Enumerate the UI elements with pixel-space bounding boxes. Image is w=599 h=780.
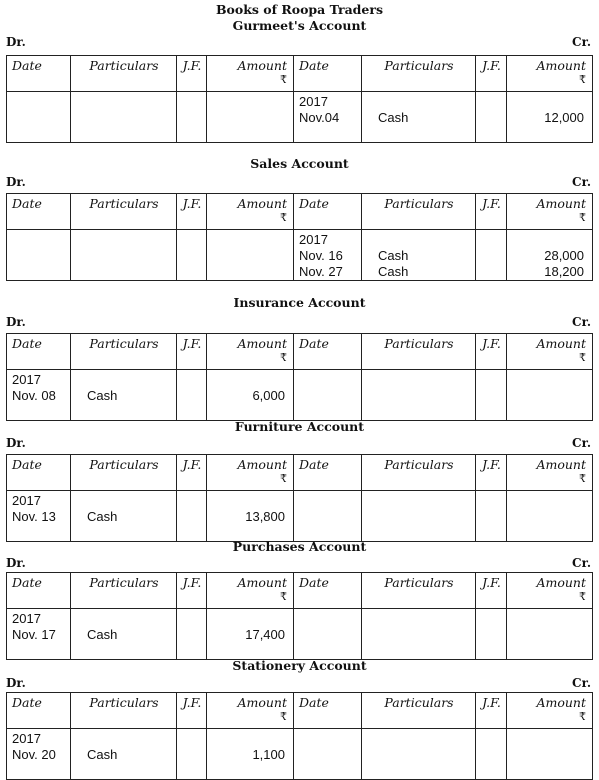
credit-particulars-cell bbox=[362, 370, 476, 421]
rupee-symbol: ₹ bbox=[579, 710, 586, 723]
debit-particulars-cell-content bbox=[71, 491, 176, 525]
credit-jf-header bbox=[476, 455, 507, 491]
header-row bbox=[7, 334, 593, 370]
debit-amount-cell-content bbox=[207, 491, 293, 525]
entry-amounts: 12,000 bbox=[544, 110, 584, 125]
debit-amount-header bbox=[207, 455, 294, 491]
debit-particulars-header-label: Particulars bbox=[89, 196, 159, 211]
credit-particulars-header-label: Particulars bbox=[384, 695, 454, 710]
entry-dates: Nov. 27 bbox=[299, 264, 343, 279]
credit-amount-header bbox=[507, 194, 593, 230]
debit-amount-cell bbox=[207, 729, 294, 780]
debit-particulars-header bbox=[71, 573, 177, 609]
credit-particulars-header bbox=[362, 455, 476, 491]
credit-particulars-cell bbox=[362, 729, 476, 780]
entry-dates: Nov.04 bbox=[299, 110, 340, 125]
entry-dates: Nov. 08 bbox=[12, 388, 56, 403]
credit-date-cell bbox=[294, 230, 362, 281]
credit-jf-cell bbox=[476, 92, 507, 143]
rupee-symbol: ₹ bbox=[280, 590, 287, 603]
debit-particulars-cell-content bbox=[71, 370, 176, 404]
debit-amount-cell bbox=[207, 609, 294, 660]
entry-particulars: Cash bbox=[87, 388, 118, 403]
credit-particulars-header-label: Particulars bbox=[384, 336, 454, 351]
rupee-symbol: ₹ bbox=[579, 590, 586, 603]
entry-year: 2017 bbox=[299, 232, 328, 247]
credit-particulars-cell-content bbox=[362, 370, 475, 372]
account-title: Furniture Account bbox=[234, 419, 365, 434]
debit-jf-cell bbox=[177, 729, 207, 780]
credit-jf-cell bbox=[476, 729, 507, 780]
rupee-symbol: ₹ bbox=[280, 211, 287, 224]
credit-particulars-header bbox=[362, 56, 476, 92]
credit-date-header-label: Date bbox=[299, 575, 329, 590]
credit-amount-cell-content bbox=[507, 370, 592, 372]
debit-amount-cell-content bbox=[207, 92, 293, 94]
ledger-table-purchases-account bbox=[6, 572, 593, 660]
entry-row bbox=[7, 230, 593, 281]
credit-jf-header-label: J.F. bbox=[482, 695, 501, 710]
debit-particulars-cell bbox=[71, 92, 177, 143]
credit-amount-header bbox=[507, 56, 593, 92]
debit-particulars-header bbox=[71, 194, 177, 230]
debit-jf-header-label: J.F. bbox=[182, 196, 202, 211]
credit-amount-cell bbox=[507, 370, 593, 421]
credit-amount-cell-content bbox=[507, 609, 592, 611]
entry-amounts: 1,100 bbox=[252, 747, 285, 762]
credit-particulars-cell bbox=[362, 92, 476, 143]
dr-label: Dr. bbox=[6, 315, 26, 329]
entry-particulars: Cash bbox=[378, 264, 409, 279]
credit-particulars-header-label: Particulars bbox=[384, 196, 454, 211]
account-title: Sales Account bbox=[250, 156, 349, 171]
rupee-symbol: ₹ bbox=[579, 73, 586, 86]
credit-particulars-cell-content bbox=[362, 609, 475, 611]
debit-amount-header bbox=[207, 194, 294, 230]
credit-particulars-header bbox=[362, 334, 476, 370]
entry-row bbox=[7, 370, 593, 421]
entry-year: 2017 bbox=[12, 731, 41, 746]
debit-particulars-cell-content bbox=[71, 729, 176, 763]
credit-particulars-cell bbox=[362, 609, 476, 660]
debit-date-header bbox=[7, 455, 71, 491]
credit-amount-cell bbox=[507, 729, 593, 780]
debit-particulars-cell bbox=[71, 729, 177, 780]
cr-label: Cr. bbox=[572, 676, 591, 690]
cr-label: Cr. bbox=[572, 315, 591, 329]
debit-particulars-header bbox=[71, 334, 177, 370]
debit-date-header-label: Date bbox=[12, 58, 42, 73]
account-title: Insurance Account bbox=[233, 295, 366, 310]
debit-jf-header bbox=[177, 334, 207, 370]
dr-label: Dr. bbox=[6, 175, 26, 189]
debit-particulars-header bbox=[71, 56, 177, 92]
credit-amount-header-label: Amount bbox=[536, 336, 586, 351]
debit-amount-cell bbox=[207, 370, 294, 421]
entry-amounts: 17,400 bbox=[245, 627, 285, 642]
debit-particulars-header-label: Particulars bbox=[89, 695, 159, 710]
dr-cr-row bbox=[6, 676, 591, 690]
credit-jf-header bbox=[476, 693, 507, 729]
debit-amount-cell-content bbox=[207, 609, 293, 643]
debit-amount-header-label: Amount bbox=[237, 336, 287, 351]
debit-particulars-cell-content bbox=[71, 609, 176, 643]
account-title: Stationery Account bbox=[232, 658, 367, 673]
cr-label: Cr. bbox=[572, 436, 591, 450]
dr-cr-row bbox=[6, 436, 591, 450]
credit-date-header-label: Date bbox=[299, 196, 329, 211]
entry-year: 2017 bbox=[12, 493, 41, 508]
debit-particulars-header-label: Particulars bbox=[89, 58, 159, 73]
credit-amount-cell-content bbox=[507, 92, 592, 126]
debit-amount-header bbox=[207, 573, 294, 609]
debit-amount-cell bbox=[207, 230, 294, 281]
ledger-table-sales-account bbox=[6, 193, 593, 281]
debit-date-cell-content bbox=[7, 609, 70, 643]
dr-cr-row bbox=[6, 175, 591, 189]
credit-date-cell bbox=[294, 609, 362, 660]
debit-date-cell bbox=[7, 230, 71, 281]
credit-jf-header-label: J.F. bbox=[482, 575, 501, 590]
credit-date-cell-content bbox=[294, 729, 361, 731]
debit-date-cell bbox=[7, 370, 71, 421]
rupee-symbol: ₹ bbox=[579, 211, 586, 224]
credit-date-cell-content bbox=[294, 230, 361, 280]
debit-amount-header bbox=[207, 693, 294, 729]
credit-amount-header-label: Amount bbox=[536, 457, 586, 472]
credit-particulars-cell-content bbox=[362, 729, 475, 731]
rupee-symbol: ₹ bbox=[579, 351, 586, 364]
debit-particulars-cell bbox=[71, 230, 177, 281]
entry-row bbox=[7, 609, 593, 660]
debit-particulars-header bbox=[71, 693, 177, 729]
credit-jf-header bbox=[476, 334, 507, 370]
header-row bbox=[7, 56, 593, 92]
credit-amount-header bbox=[507, 573, 593, 609]
credit-particulars-cell-content bbox=[362, 92, 475, 126]
debit-jf-cell bbox=[177, 230, 207, 281]
debit-date-header-label: Date bbox=[12, 695, 42, 710]
cr-label: Cr. bbox=[572, 556, 591, 570]
entry-dates: Nov. 16 bbox=[299, 248, 343, 263]
dr-label: Dr. bbox=[6, 436, 26, 450]
header-row bbox=[7, 455, 593, 491]
ledger-table-insurance-account bbox=[6, 333, 593, 421]
debit-amount-header-label: Amount bbox=[237, 196, 287, 211]
entry-dates: Nov. 13 bbox=[12, 509, 56, 524]
debit-date-header bbox=[7, 194, 71, 230]
entry-particulars: Cash bbox=[87, 627, 118, 642]
credit-jf-header-label: J.F. bbox=[482, 58, 501, 73]
entry-dates: Nov. 20 bbox=[12, 747, 56, 762]
credit-amount-header bbox=[507, 455, 593, 491]
account-title: Gurmeet's Account bbox=[232, 18, 367, 33]
ledger-table-stationery-account bbox=[6, 692, 593, 780]
credit-particulars-cell bbox=[362, 230, 476, 281]
debit-jf-cell bbox=[177, 370, 207, 421]
entry-amounts: 28,000 bbox=[544, 248, 584, 263]
credit-date-header bbox=[294, 455, 362, 491]
dr-label: Dr. bbox=[6, 556, 26, 570]
debit-jf-header-label: J.F. bbox=[182, 336, 202, 351]
credit-jf-cell bbox=[476, 230, 507, 281]
debit-date-cell bbox=[7, 92, 71, 143]
entry-dates: Nov. 17 bbox=[12, 627, 56, 642]
credit-date-header-label: Date bbox=[299, 695, 329, 710]
credit-date-header bbox=[294, 334, 362, 370]
debit-particulars-header-label: Particulars bbox=[89, 336, 159, 351]
debit-amount-cell-content bbox=[207, 230, 293, 232]
account-title: Purchases Account bbox=[232, 539, 367, 554]
debit-date-header bbox=[7, 334, 71, 370]
debit-date-header-label: Date bbox=[12, 457, 42, 472]
debit-date-cell bbox=[7, 609, 71, 660]
header-row bbox=[7, 573, 593, 609]
debit-amount-cell-content bbox=[207, 370, 293, 404]
credit-amount-cell bbox=[507, 609, 593, 660]
debit-jf-cell bbox=[177, 609, 207, 660]
ledger-table-gurmeet-s-account bbox=[6, 55, 593, 143]
debit-jf-header bbox=[177, 56, 207, 92]
entry-year: 2017 bbox=[12, 372, 41, 387]
rupee-symbol: ₹ bbox=[280, 351, 287, 364]
credit-amount-cell bbox=[507, 92, 593, 143]
debit-amount-cell bbox=[207, 491, 294, 542]
credit-amount-header-label: Amount bbox=[536, 695, 586, 710]
cr-label: Cr. bbox=[572, 175, 591, 189]
header-row bbox=[7, 194, 593, 230]
credit-amount-header-label: Amount bbox=[536, 58, 586, 73]
debit-date-header-label: Date bbox=[12, 196, 42, 211]
entry-amounts: 13,800 bbox=[245, 509, 285, 524]
credit-jf-header bbox=[476, 194, 507, 230]
dr-cr-row bbox=[6, 35, 591, 49]
entry-year: 2017 bbox=[12, 611, 41, 626]
debit-date-header-label: Date bbox=[12, 336, 42, 351]
dr-label: Dr. bbox=[6, 676, 26, 690]
dr-cr-row bbox=[6, 556, 591, 570]
credit-jf-cell bbox=[476, 491, 507, 542]
credit-date-header bbox=[294, 693, 362, 729]
debit-jf-header-label: J.F. bbox=[182, 457, 202, 472]
credit-date-header bbox=[294, 56, 362, 92]
credit-amount-cell bbox=[507, 491, 593, 542]
debit-date-cell-content bbox=[7, 230, 70, 232]
credit-date-cell bbox=[294, 729, 362, 780]
rupee-symbol: ₹ bbox=[280, 73, 287, 86]
credit-date-cell-content bbox=[294, 370, 361, 372]
credit-jf-cell bbox=[476, 609, 507, 660]
debit-particulars-header bbox=[71, 455, 177, 491]
debit-particulars-cell bbox=[71, 491, 177, 542]
credit-particulars-header bbox=[362, 693, 476, 729]
debit-amount-header-label: Amount bbox=[237, 457, 287, 472]
credit-amount-cell-content bbox=[507, 729, 592, 731]
credit-date-cell bbox=[294, 491, 362, 542]
debit-date-header bbox=[7, 693, 71, 729]
debit-particulars-cell bbox=[71, 370, 177, 421]
credit-amount-cell bbox=[507, 230, 593, 281]
rupee-symbol: ₹ bbox=[280, 710, 287, 723]
debit-amount-cell bbox=[207, 92, 294, 143]
credit-date-cell bbox=[294, 92, 362, 143]
entry-year: 2017 bbox=[299, 94, 328, 109]
header-row bbox=[7, 693, 593, 729]
credit-particulars-cell bbox=[362, 491, 476, 542]
debit-jf-header bbox=[177, 573, 207, 609]
entry-amounts: 6,000 bbox=[252, 388, 285, 403]
credit-date-header bbox=[294, 194, 362, 230]
debit-date-cell-content bbox=[7, 370, 70, 404]
entry-particulars: Cash bbox=[87, 509, 118, 524]
credit-jf-header bbox=[476, 56, 507, 92]
debit-amount-header bbox=[207, 334, 294, 370]
cr-label: Cr. bbox=[572, 35, 591, 49]
credit-amount-cell-content bbox=[507, 230, 592, 280]
debit-date-header-label: Date bbox=[12, 575, 42, 590]
debit-jf-header bbox=[177, 194, 207, 230]
credit-amount-header bbox=[507, 693, 593, 729]
debit-jf-header bbox=[177, 455, 207, 491]
credit-date-header bbox=[294, 573, 362, 609]
debit-date-cell-content bbox=[7, 491, 70, 525]
debit-date-cell bbox=[7, 491, 71, 542]
debit-jf-header-label: J.F. bbox=[182, 695, 202, 710]
credit-date-cell-content bbox=[294, 491, 361, 493]
debit-jf-header-label: J.F. bbox=[182, 58, 202, 73]
credit-jf-cell bbox=[476, 370, 507, 421]
entry-amounts: 18,200 bbox=[544, 264, 584, 279]
debit-particulars-cell bbox=[71, 609, 177, 660]
dr-label: Dr. bbox=[6, 35, 26, 49]
debit-particulars-cell-content bbox=[71, 230, 176, 232]
entry-row bbox=[7, 729, 593, 780]
credit-amount-header-label: Amount bbox=[536, 575, 586, 590]
credit-particulars-header-label: Particulars bbox=[384, 457, 454, 472]
credit-particulars-header-label: Particulars bbox=[384, 58, 454, 73]
debit-date-header bbox=[7, 573, 71, 609]
debit-amount-header-label: Amount bbox=[237, 58, 287, 73]
credit-amount-cell-content bbox=[507, 491, 592, 493]
entry-row bbox=[7, 491, 593, 542]
credit-date-cell-content bbox=[294, 609, 361, 611]
debit-jf-header bbox=[177, 693, 207, 729]
debit-particulars-header-label: Particulars bbox=[89, 575, 159, 590]
ledger-table-furniture-account bbox=[6, 454, 593, 542]
debit-jf-header-label: J.F. bbox=[182, 575, 202, 590]
book-title: Books of Roopa Traders bbox=[215, 2, 383, 17]
debit-date-cell bbox=[7, 729, 71, 780]
credit-particulars-cell-content bbox=[362, 230, 475, 280]
debit-amount-header-label: Amount bbox=[237, 575, 287, 590]
debit-date-cell-content bbox=[7, 92, 70, 94]
entry-particulars: Cash bbox=[87, 747, 118, 762]
credit-date-header-label: Date bbox=[299, 457, 329, 472]
credit-date-header-label: Date bbox=[299, 58, 329, 73]
debit-particulars-header-label: Particulars bbox=[89, 457, 159, 472]
credit-particulars-header-label: Particulars bbox=[384, 575, 454, 590]
debit-date-header bbox=[7, 56, 71, 92]
credit-particulars-header bbox=[362, 194, 476, 230]
debit-particulars-cell-content bbox=[71, 92, 176, 94]
debit-amount-header bbox=[207, 56, 294, 92]
debit-amount-cell-content bbox=[207, 729, 293, 763]
credit-date-cell bbox=[294, 370, 362, 421]
dr-cr-row bbox=[6, 315, 591, 329]
entry-particulars: Cash bbox=[378, 110, 409, 125]
rupee-symbol: ₹ bbox=[280, 472, 287, 485]
entry-particulars: Cash bbox=[378, 248, 409, 263]
rupee-symbol: ₹ bbox=[579, 472, 586, 485]
debit-jf-cell bbox=[177, 92, 207, 143]
credit-amount-header-label: Amount bbox=[536, 196, 586, 211]
debit-date-cell-content bbox=[7, 729, 70, 763]
credit-particulars-header bbox=[362, 573, 476, 609]
credit-amount-header bbox=[507, 334, 593, 370]
entry-row bbox=[7, 92, 593, 143]
credit-date-header-label: Date bbox=[299, 336, 329, 351]
credit-jf-header-label: J.F. bbox=[482, 196, 501, 211]
credit-jf-header-label: J.F. bbox=[482, 457, 501, 472]
credit-jf-header-label: J.F. bbox=[482, 336, 501, 351]
debit-amount-header-label: Amount bbox=[237, 695, 287, 710]
credit-jf-header bbox=[476, 573, 507, 609]
credit-date-cell-content bbox=[294, 92, 361, 126]
credit-particulars-cell-content bbox=[362, 491, 475, 493]
debit-jf-cell bbox=[177, 491, 207, 542]
